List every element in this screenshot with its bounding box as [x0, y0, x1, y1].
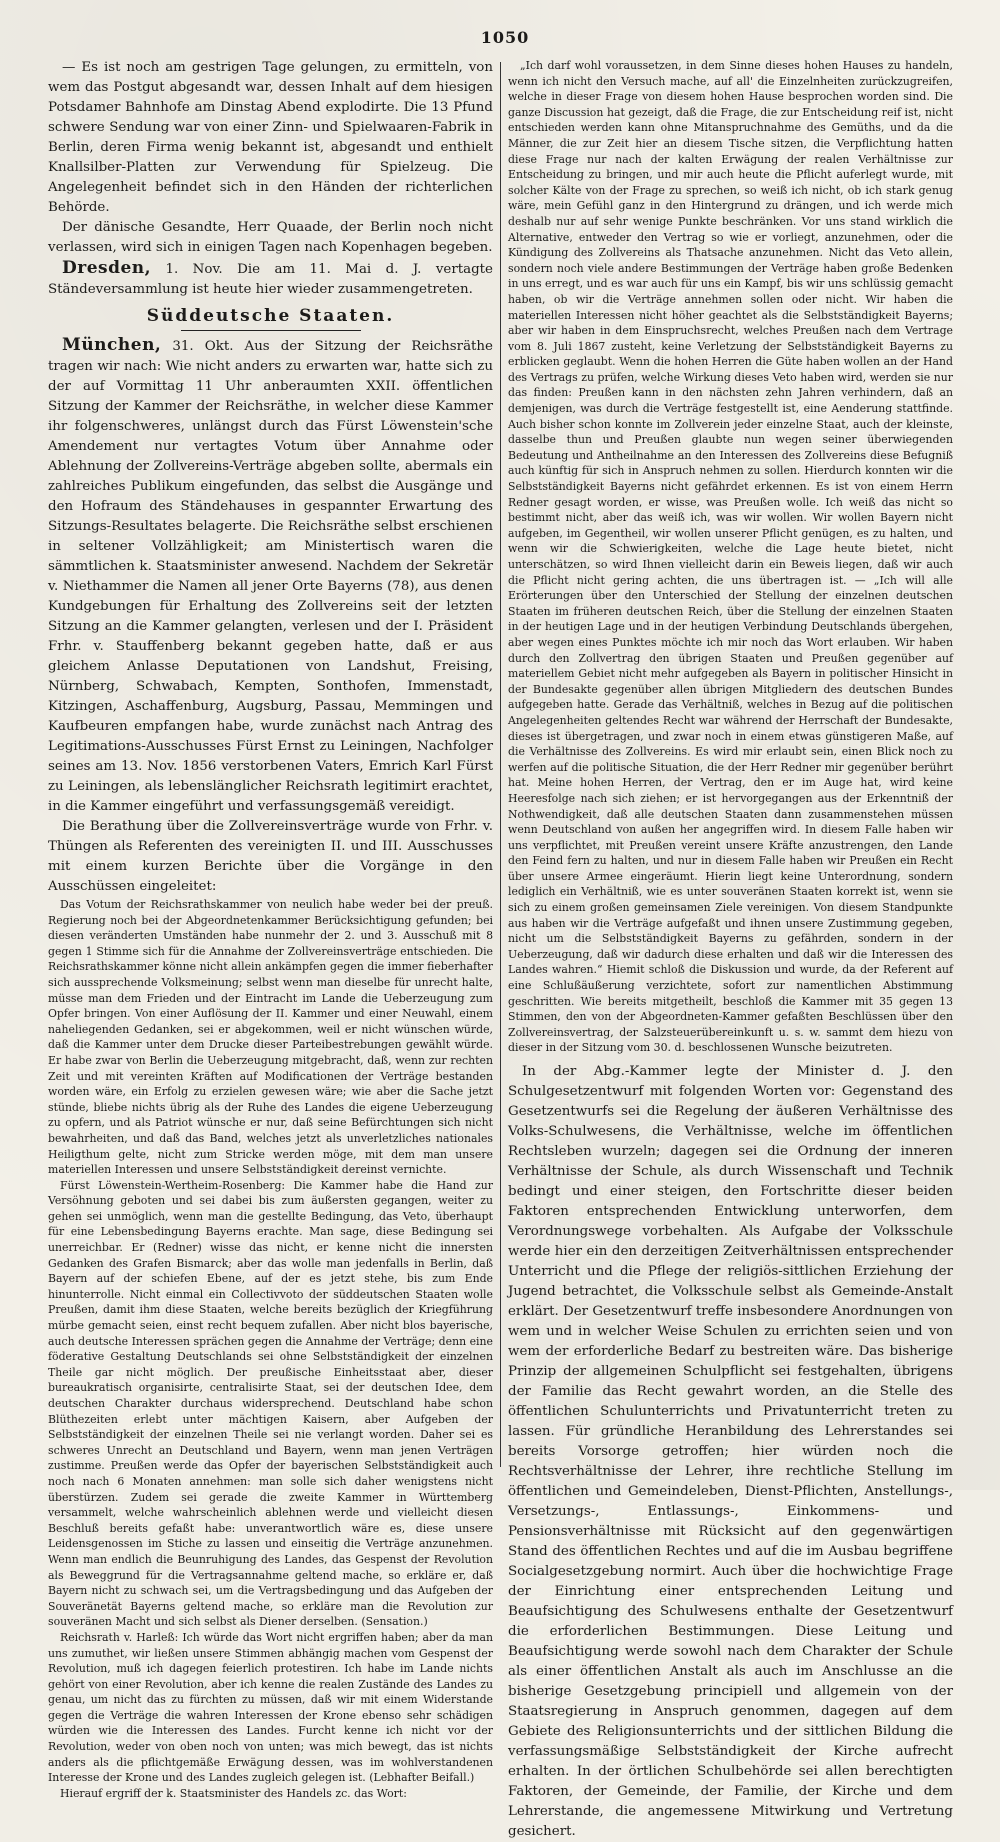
right-column [508, 58, 953, 1839]
section-heading [48, 306, 493, 331]
speech-block [508, 58, 953, 1056]
speech-paragraph: „Ich darf wohl voraussetzen, in dem Sinne dieses hohen Hauses zu handeln, wenn ich nicht den Versuch mache, auf all' die Einzelnheiten zurückzugreifen, welche in dieser Frage von diesem hohen Hause besprochen worden sind. Die ganze Discussion hat gezeigt, daß die Frage, die zur Entscheidung reif ist, nicht entschieden werden kann ohne Mitanspruchnahme des Gemüths, und da die Männer, die zur Zeit hier an diesem Tische sitzen, die Verpflichtung hatten diese Frage nur nach der kalten Erwägung der realen Verhältnisse zur Entscheidung zu bringen, und mir auch heute die Pflicht auferlegt wurde, mit solcher Kälte von der Frage zu sprechen, so weiß ich nicht, ob ich stark genug wäre, mein Gefühl ganz in den Hintergrund zu drängen, und ich werde mich deshalb nur auf sehr wenige Punkte beschränken. Vor uns stand wirklich die Alternative, entweder den Vertrag so wie er vorliegt, anzunehmen, oder die Kündigung des Zollvereins als Thatsache anzunehmen. Nicht das Veto allein, sondern noch viele andere Bestimmungen der Verträge haben große Bedenken in uns erregt, und es war auch für uns ein Kampf, bis wir uns schlüssig gemacht haben, ob wir die Verträge annehmen sollen oder nicht. Wir haben die materiellen Interessen nicht höher geachtet als die Selbstständigkeit Bayerns; aber wir haben in dem Einspruchsrecht, welches Preußen nach dem Vertrage vom 8. Juli 1867 zusteht, keine Verletzung der Selbstständigkeit Bayerns zu erblicken geglaubt. Wenn die hohen Herren die Güte haben wollen an der Hand des Vertrags zu prüfen, welche Wirkung dieses Veto haben wird, werden sie nur das finden: Preußen kann in den nächsten zehn Jahren verhindern, daß an demjenigen, was durch die Verträge festgestellt ist, eine Aenderung stattfinde. Auch bisher schon konnte im Zollverein jeder einzelne Staat, auch der kleinste, dasselbe thun und Preußen glaubte nun wegen seiner überwiegenden Bedeutung und Antheilnahme an den Interessen des Zollvereins diese Befugniß auch künftig für sich in Anspruch nehmen zu sollen. Hierdurch konnten wir die Selbstständigkeit Bayerns nicht gefährdet erkennen. Es ist von einem Herrn Redner gesagt worden, er wisse, was Preußen wolle. Ich weiß das nicht so bestimmt nicht, aber das weiß ich, was wir wollen. Wir wollen Bayern nicht aufgeben, im Gegentheil, wir wollen unserer Pflicht genügen, es zu halten, und wenn wir die Schwierigkeiten, welche die Lage heute bietet, nicht unterschätzen, so wird Ihnen vielleicht darin ein Beweis liegen, daß wir auch die Pflicht nicht gering achten, die uns übertragen ist. — „Ich will alle Erörterungen über den Unterschied der Stellung der einzelnen deutschen Staaten im früheren deutschen Reich, über die Stellung der einzelnen Staaten in der heutigen Lage und in der heutigen Verbindung Deutschlands übergehen, aber wegen eines Punktes möchte ich mir noch das Wort erlauben. Wir haben durch den Zollvertrag den übrigen Staaten und Preußen gegenüber auf materiellem Gebiet nicht mehr aufgegeben als Bayern in politischer Hinsicht in der Bundesakte gegenüber allen übrigen Mitgliedern des deutschen Bundes aufgegeben hatte. Gerade das Verhältniß, welches in Bezug auf die politischen Angelegenheiten geltendes Recht war während der Herrschaft der Bundesakte, dieses ist übergetragen, und zwar noch in einem etwas günstigeren Maße, auf die Verhältnisse des Zollvereins. Es wird mir erlaubt sein, einen Blick noch zu werfen auf die politische Situation, die der Herr Redner mir gegenüber berührt hat. Meine hohen Herren, der Vertrag, den er im Auge hat, wird keine Heeresfolge nach sich ziehen; er ist hervorgegangen aus der Erkenntniß der Nothwendigkeit, daß alle deutschen Staaten dann zusammenstehen müssen wenn Deutschland von außen her angegriffen wird. In diesem Falle haben wir uns verpflichtet, mit Preußen vereint unsere Kräfte anzustrengen, den Lande den Feind fern zu halten, und nur in diesem Falle haben wir Preußen ein Recht über unsere Armee eingeräumt. Hierin liegt keine Unterordnung, sondern lediglich ein Verhältniß, wie es unter souveränen Staaten korrekt ist, wenn sie sich zu einem großen gemeinsamen Ziele vereinigen. Von diesem Standpunkte aus haben wir die Verträge aufgefaßt und ihnen unsere Zustimmung gegeben, nicht um die Selbstständigkeit Bayerns zu gefährden, sondern in der Ueberzeugung, daß wir dadurch diese erhalten und daß wir die Interessen des Landes wahren.“ Hiemit schloß die Diskussion und wurde, da der Referent auf eine Schlußäußerung verzichtete, sofort zur namentlichen Abstimmung geschritten. Wie bereits mitgetheilt, beschloß die Kammer mit 35 gegen 13 Stimmen, den von der Abgeordneten-Kammer gefaßten Beschlüssen über den Zollvereinsvertrag, der Salzsteuerübereinkunft u. s. w. sammt dem hiezu von dieser in der Sitzung vom 30. d. beschlossenen Wunsche beizutreten. [508, 59, 953, 1055]
article-text: Die am 11. Mai d. J. vertagte Ständeversammlung ist heute hier wieder zusammengetreten. [48, 262, 493, 297]
dateline-date: 31. Okt. [161, 339, 234, 354]
speech-block [48, 897, 493, 1801]
article-muenchen [48, 335, 493, 817]
article-postgut: — Es ist noch am gestrigen Tage gelungen, zu ermitteln, von wem das Postgut abgesandt war, dessen Inhalt auf dem hiesigen Potsdamer Bahnhofe am Dinstag Abend explodirte. Die 13 Pfund schwere Sendung war von einer Zinn- und Spielwaaren-Fabrik in Berlin, deren Firma wenig bekannt ist, abgesandt und enthielt Knallsilber-Platten zur Verwendung für Spielzeug. Die Angelegenheit befindet sich in den Händen der richterlichen Behörde. [48, 60, 493, 215]
article-danish-envoy: Der dänische Gesandte, Herr Quaade, der Berlin noch nicht verlassen, wird sich in einigen Tagen nach Kopenhagen begeben. [48, 220, 493, 255]
dateline-place: Dresden, [62, 258, 152, 278]
article-deliberation: Die Berathung über die Zollvereinsverträge wurde von Frhr. v. Thüngen als Referenten des vereinigten II. und III. Ausschusses mit einem kurzen Berichte über die Vorgänge in den Ausschüssen eingeleitet: [48, 819, 493, 894]
dateline-date: 1. Nov. [151, 262, 223, 277]
speech-paragraph: Fürst Löwenstein-Wertheim-Rosenberg: Die Kammer habe die Hand zur Versöhnung geboten und sei dabei bis zum äußersten gegangen, weiter zu gehen sei unmöglich, wenn man die gestellte Bedingung, das Veto, überhaupt für eine Lebensbedingung Bayerns erachte. Man sage, diese Bedingung sei unerreichbar. Er (Redner) wisse das nicht, er kenne nicht die innersten Gedanken des Grafen Bismarck; aber das wolle man jedenfalls in Berlin, daß Bayern auf der schiefen Ebene, auf der es jetzt stehe, bis zum Ende hinunterrolle. Nicht einmal ein Collectivvoto der süddeutschen Staaten wolle Preußen, damit ihm diese Staaten, welche bereits bezüglich der Kriegführung mürbe gemacht seien, einst recht bequem zufallen. Aber nicht blos bayerische, auch deutsche Interessen sprächen gegen die Annahme der Verträge; denn eine föderative Gestaltung Deutschlands sei ohne Selbstständigkeit der einzelnen Theile gar nicht möglich. Der preußische Einheitsstaat aber, dieser bureaukratisch organisirte, centralisirte Staat, sei der deutschen Idee, dem deutschen Charakter durchaus widersprechend. Deutschland habe schon Blüthezeiten erlebt unter mächtigen Kaisern, aber Aufgeben der Selbstständigkeit der einzelnen Theile sei nie verlangt worden. Daher sei es schweres Unrecht an Deutschland und Bayern, wenn man jenen Verträgen zustimme. Preußen werde das Opfer der bayerischen Selbstständigkeit auch noch nach 6 Monaten annehmen: man solle sich daher wenigstens nicht überstürzen. Zudem sei gerade die zweite Kammer in Württemberg versammelt, welche wahrscheinlich ablehnen werde und vielleicht diesen Beschluß bereits gefaßt habe: unverantwortlich wäre es, diese unsere Leidensgenossen im Stiche zu lassen und einseitig die Verträge anzunehmen. Wenn man endlich die Beunruhigung des Landes, das Gespenst der Revolution als Beweggrund für die Vertragsannahme geltend mache, so erkläre er, daß Bayern nicht zu schwach sei, um die Vertragsbedingung und das Aufgeben der Souveränetät Bayerns geltend mache, so erkläre man die Revolution zur souveränen Macht und sich selbst als Diener derselben. (Sensation.) [48, 1178, 493, 1629]
speech-paragraph: Hierauf ergriff der k. Staatsminister des Handels zc. das Wort: [60, 1786, 407, 1800]
dateline-place: München, [62, 335, 162, 355]
article-dresden [48, 258, 493, 300]
section-heading-text: Süddeutsche Staaten. [146, 306, 395, 326]
page-number: 1050 [480, 28, 530, 47]
speech-paragraph: Reichsrath v. Harleß: Ich würde das Wort nicht ergriffen haben; aber da man uns zumuthet, wir ließen unsere Stimmen abhängig machen vom Gespenst der Revolution, muß ich dagegen feierlich protestiren. Ich habe im Lande nichts gehört von einer Revolution, aber ich kenne die realen Zustände des Landes zu genau, um nicht das zu fürchten zu müssen, daß wir mit einem Widerstande gegen die Verträge die wahren Interessen der Krone ebenso sehr schädigen würden wie die Interessen des Landes. Furcht kenne ich nicht vor der Revolution, weder von oben noch von unten; was mich bewegt, das ist nichts anders als die pflichtgemäße Erwägung dessen, was im wohlverstandenen Interesse der Krone und des Landes zugleich gelegen ist. (Lebhafter Beifall.) [48, 1630, 493, 1785]
article-school-law: In der Abg.-Kammer legte der Minister d. J. den Schulgesetzentwurf mit folgenden Worten vor: Gegenstand des Gesetzentwurfs sei die Regelung der äußeren Verhältnisse des Volks-Schulwesens, die Verhältnisse, welche im öffentlichen Rechtsleben wurzeln; dagegen sei die Ordnung der inneren Verhältnisse der Schule, als durch Wissenschaft und Technik bedingt und einer steigen, den Fortschritte dieser beiden Faktoren entsprechenden Entwicklung unterworfen, dem Verordnungswege vorbehalten. Als Aufgabe der Volksschule werde hier ein den derzeitigen Zeitverhältnissen entsprechender Unterricht und die Pflege der religiös-sittlichen Erziehung der Jugend betrachtet, die Volksschule selbst als Gemeinde-Anstalt erklärt. Der Gesetzentwurf treffe insbesondere Anordnungen von wem und in welcher Weise Schulen zu errichten seien und von wem der erforderliche Bedarf zu bestreiten wäre. Das bisherige Prinzip der allgemeinen Schulpflicht sei festgehalten, übrigens der Familie das Recht gewahrt worden, an die Stelle des öffentlichen Schulunterrichts und Privatunterricht treten zu lassen. Für gründliche Heranbildung des Lehrerstandes sei bereits Vorsorge getroffen; hier würden noch die Rechtsverhältnisse der Lehrer, ihre rechtliche Stellung im öffentlichen und Gemeindeleben, Dienst-Pflichten, Anstellungs-, Versetzungs-, Entlassungs-, Einkommens- und Pensionsverhältnisse mit Rücksicht auf den gegenwärtigen Stand des öffentlichen Rechtes und auf die im Ausbau begriffene Socialgesetzgebung normirt. Auch über die hochwichtige Frage der Einrichtung einer entsprechenden Leitung und Beaufsichtigung des Schulwesens enthalte der Gesetzentwurf die erforderlichen Bestimmungen. Diese Leitung und Beaufsichtigung werde sowohl nach dem Charakter der Schule als einer öffentlichen Anstalt als auch im Anschlusse an die bisherige Gesetzgebung principiell und allgemein von der Staatsregierung in Anspruch genommen, dagegen auf dem Gebiete des Religionsunterrichts und der sittlichen Bildung die verfassungsmäßige Selbstständigkeit der Kirche aufrecht erhalten. In der örtlichen Schulbehörde sei allen berechtigten Faktoren, der Gemeinde, der Familie, der Kirche und dem Lehrerstande, die angemessene Mitwirkung und Vertretung gesichert. [508, 1064, 953, 1839]
heading-rule [181, 330, 361, 331]
speech-paragraph: Das Votum der Reichsrathskammer von neulich habe weder bei der preuß. Regierung noch bei der Abgeordnetenkammer Berücksichtigung gefunden; bei diesen veränderten Umständen habe nunmehr der 2. und 3. Ausschuß mit 8 gegen 1 Stimme sich für die Annahme der Zollvereinsverträge entschieden. Die Reichsrathskammer könne nicht allein ankämpfen gegen die immer fieberhafter sich aussprechende Volksmeinung; selbst wenn man dieselbe für unrecht halte, müsse man dem Frieden und der Eintracht im Lande die Ueberzeugung zum Opfer bringen. Von einer Auflösung der II. Kammer und einer Neuwahl, einem naheliegenden Gedanken, sei er abgekommen, weil er nicht wünschen würde, daß die Kammer unter dem Drucke dieser Parteibestrebungen gewählt würde. Er habe zwar von Berlin die Ueberzeugung mitgebracht, daß, wenn zur rechten Zeit und mit vereinten Kräften auf Modificationen der Verträge bestanden worden wäre, ein Erfolg zu erzielen gewesen wäre; wie aber die Sache jetzt stünde, bliebe nichts übrig als der Ruhe des Landes die eigene Ueberzeugung zu opfern, und als Patriot wünsche er nur, daß seine Befürchtungen sich nicht bewahrheiten, und daß das Band, welches jetzt als unverletzliches nationales Heiligthum gelte, nicht zum Stricke werden möge, mit dem man unsere materiellen Interessen und unsere Selbstständigkeit dereinst vernichte. [48, 898, 493, 1177]
column-divider [500, 62, 501, 1467]
left-column [48, 58, 493, 1800]
article-text: Aus der Sitzung der Reichsräthe tragen wir nach: Wie nicht anders zu erwarten war, hatte sich zu der auf Vormittag 11 Uhr anberaumten XXII. öffentlichen Sitzung der Kammer der Reichsräthe, in welcher diese Kammer ihr folgenschweres, unlängst durch das Fürst Löwenstein'sche Amendement nur vertagtes Votum über Annahme oder Ablehnung der Zollvereins-Verträge abgeben sollte, abermals ein zahlreiches Publikum eingefunden, das selbst die Ausgänge und den Hofraum des Ständehauses in gespannter Erwartung des Sitzungs-Resultates belagerte. Die Reichsräthe selbst erschienen in seltener Vollzähligkeit; am Ministertisch waren die sämmtlichen k. Staatsminister anwesend. Nachdem der Sekretär v. Niethammer die Namen all jener Orte Bayerns (78), aus denen Kundgebungen für Erhaltung des Zollvereins seit der letzten Sitzung an die Kammer gelangten, verlesen und der I. Präsident Frhr. v. Stauffenberg bekannt gegeben hatte, daß er aus gleichem Anlasse Deputationen von Landshut, Freising, Nürnberg, Schwabach, Kempten, Sonthofen, Immenstadt, Kitzingen, Aschaffenburg, Augsburg, Passau, Memmingen und Kaufbeuren empfangen habe, wurde zunächst nach Antrag des Legitimations-Ausschusses Fürst Ernst zu Leiningen, Nachfolger seines am 13. Nov. 1856 verstorbenen Vaters, Emrich Karl Fürst zu Leiningen, als lebenslänglicher Reichsrath legitimirt erachtet, in die Kammer eingeführt und verfassungsgemäß vereidigt. [48, 339, 493, 814]
